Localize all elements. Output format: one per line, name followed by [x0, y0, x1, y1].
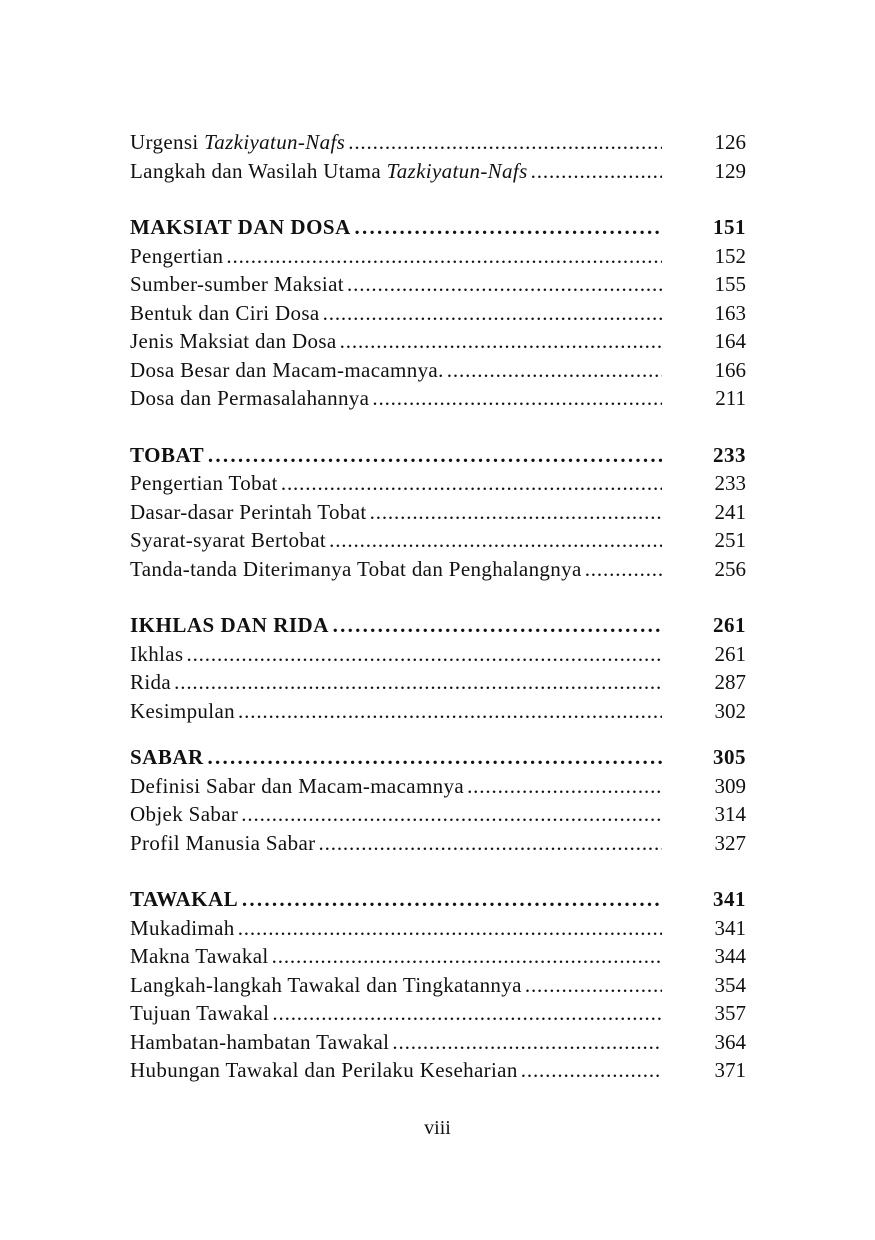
toc-entry-page: 155: [714, 272, 746, 296]
toc-entry-page: 166: [714, 357, 746, 382]
toc-entry: [130, 327, 746, 356]
toc-entry: [130, 469, 746, 498]
toc-entry-title: Langkah-langkah Tawakal dan Tingkatannya . . .: [130, 971, 662, 1000]
toc-entry-page: 364: [714, 1029, 746, 1054]
toc-entry-page: 357: [714, 1001, 746, 1025]
chapter-title: IKHLAS DAN RIDA . . .: [130, 611, 662, 640]
toc-entry-title: Profil Manusia Sabar . . .: [130, 829, 662, 858]
toc-entry-title: Dosa dan Permasalahannya . . .: [130, 384, 662, 413]
toc-entry: [130, 526, 746, 555]
toc-entry-title: Hubungan Tawakal dan Perilaku Keseharian . . .: [130, 1056, 662, 1085]
toc-entry-title: Mukadimah . . .: [130, 914, 662, 943]
toc-entry-title: Ikhlas . . .: [130, 640, 662, 669]
toc-entry: [130, 384, 746, 413]
toc-entry-title: Bentuk dan Ciri Dosa . . .: [130, 299, 662, 328]
toc-entry-page: 354: [714, 972, 746, 997]
toc-entry: [130, 640, 746, 669]
chapter-page: 341: [713, 887, 746, 911]
toc-entry-title: Jenis Maksiat dan Dosa . . .: [130, 327, 662, 356]
toc-entry: [130, 772, 746, 801]
toc-entry-page: 211: [715, 386, 746, 410]
toc-entry-title: Rida . . .: [130, 668, 662, 697]
toc-entry: [130, 914, 746, 943]
toc-entry-title: Objek Sabar . . .: [130, 800, 662, 829]
toc-entry-title: Hambatan-hambatan Tawakal . . .: [130, 1028, 662, 1057]
toc-entry: [130, 498, 746, 527]
toc-entry-title: Sumber-sumber Maksiat . . .: [130, 270, 662, 299]
toc-entry: [130, 157, 746, 186]
toc-chapter-heading: [130, 743, 746, 772]
toc-entry-page: 129: [714, 158, 746, 183]
chapter-title: TAWAKAL . . .: [130, 885, 662, 914]
toc-entry-page: 327: [714, 830, 746, 855]
toc-entry-page: 126: [714, 130, 746, 154]
toc-entry-title: Tujuan Tawakal . . .: [130, 999, 662, 1028]
toc-entry-page: 152: [714, 243, 746, 268]
toc-entry: [130, 697, 746, 726]
toc-entry: [130, 555, 746, 584]
toc-entry-page: 314: [714, 802, 746, 826]
toc-entry: [130, 242, 746, 271]
toc-entry-title: Definisi Sabar dan Macam-macamnya . . .: [130, 772, 662, 801]
chapter-page: 261: [713, 613, 746, 637]
chapter-page: 151: [713, 215, 746, 239]
toc-chapter-heading: [130, 213, 746, 242]
toc-entry: [130, 800, 746, 829]
toc-entry-title: Pengertian Tobat . . .: [130, 469, 662, 498]
toc-entry-page: 164: [714, 329, 746, 353]
toc-entry-title: Syarat-syarat Bertobat . . .: [130, 526, 662, 555]
toc-entry: [130, 829, 746, 858]
toc-entry-title: Kesimpulan . . .: [130, 697, 662, 726]
toc-entry-page: 256: [714, 556, 746, 581]
toc-entry: [130, 668, 746, 697]
toc-entry-title: Dasar-dasar Perintah Tobat . . .: [130, 498, 662, 527]
toc-entry-title: Langkah dan Wasilah Utama Tazkiyatun-Nafs . . .: [130, 157, 662, 186]
toc-entry-page: 344: [714, 944, 746, 968]
toc-entry-title: Makna Tawakal . . .: [130, 942, 662, 971]
toc-entry: [130, 270, 746, 299]
toc-entry: [130, 356, 746, 385]
toc-entry: [130, 999, 746, 1028]
toc-chapter-heading: [130, 441, 746, 470]
toc-entry-title: Pengertian . . .: [130, 242, 662, 271]
toc-entry-page: 341: [714, 915, 746, 940]
toc-entry-title: Dosa Besar dan Macam-macamnya. . . .: [130, 356, 662, 385]
toc-entry-page: 241: [714, 499, 746, 524]
toc-entry-title: Tanda-tanda Diterimanya Tobat dan Penghalangnya . . .: [130, 555, 662, 584]
toc-entry-page: 163: [714, 300, 746, 325]
toc-entry-page: 371: [714, 1058, 746, 1082]
toc-chapter-heading: [130, 611, 746, 640]
toc-entry-page: 302: [714, 698, 746, 723]
chapter-page: 233: [713, 442, 746, 467]
toc-entry: [130, 128, 746, 157]
toc-entry-title: Urgensi Tazkiyatun-Nafs . . .: [130, 128, 662, 157]
toc-entry: [130, 942, 746, 971]
page-number: viii: [424, 1117, 451, 1139]
table-of-contents: [130, 128, 746, 1085]
chapter-title: SABAR . . .: [130, 743, 662, 772]
chapter-page: 305: [713, 745, 746, 769]
chapter-title: MAKSIAT DAN DOSA . . .: [130, 213, 662, 242]
toc-entry-page: 287: [714, 670, 746, 694]
toc-entry: [130, 971, 746, 1000]
toc-entry-page: 261: [714, 641, 746, 666]
toc-entry-page: 251: [714, 528, 746, 552]
toc-entry: [130, 299, 746, 328]
chapter-title: TOBAT . . .: [130, 441, 662, 470]
toc-entry-page: 233: [714, 471, 746, 495]
toc-entry: [130, 1028, 746, 1057]
toc-entry-page: 309: [714, 773, 746, 798]
toc-chapter-heading: [130, 885, 746, 914]
toc-entry: [130, 1056, 746, 1085]
